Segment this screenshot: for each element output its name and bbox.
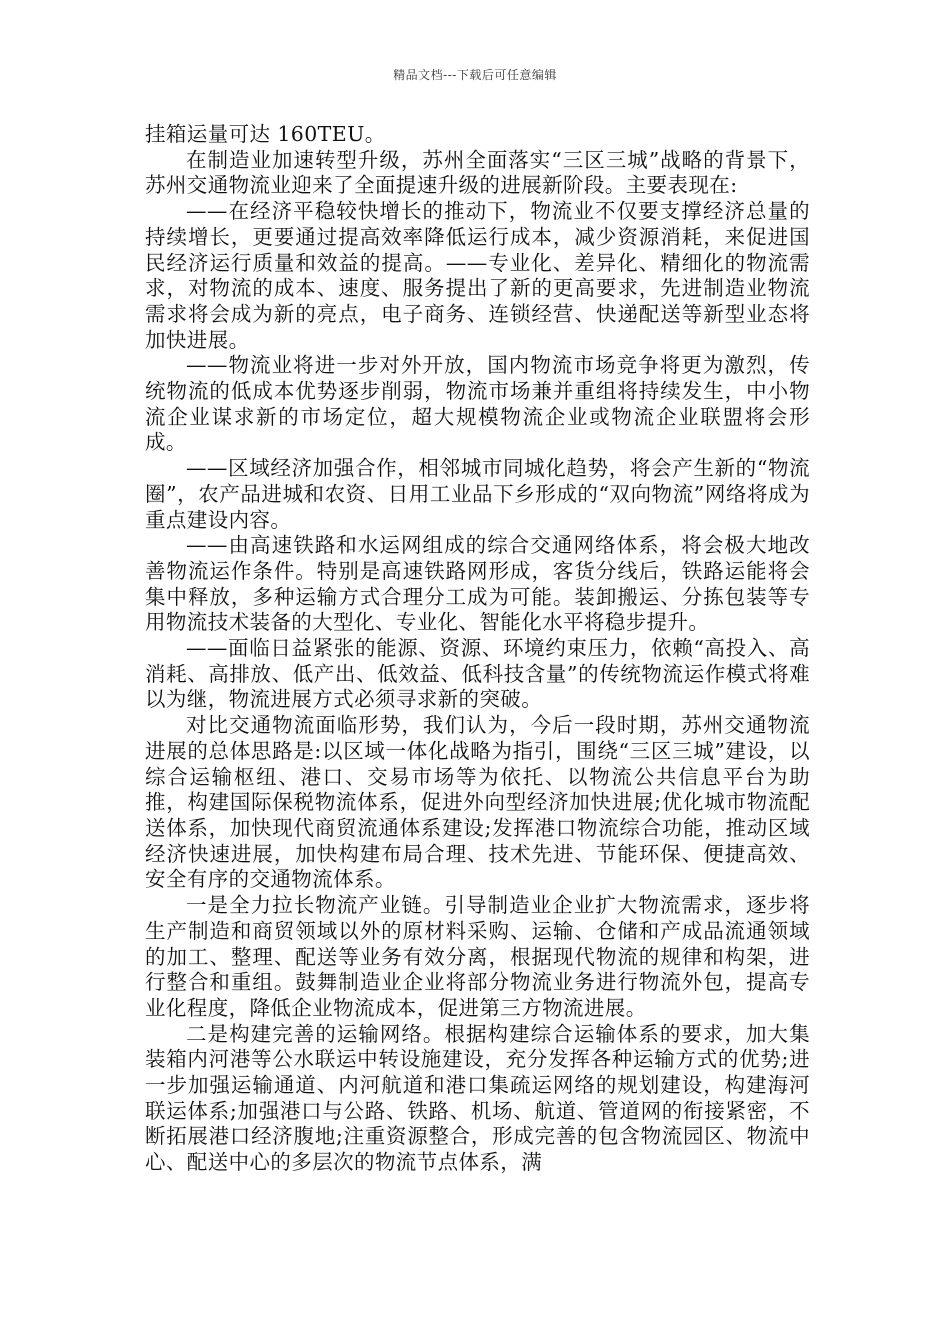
paragraph-6: ——面临日益紧张的能源、资源、环境约束压力，依赖“高投入、高消耗、高排放、低产出、低效益、低科技含量”的传统物流运作模式将难以为继，物流进展方式必须寻求新的突破。 [145,636,810,712]
paragraph-4: ——区域经济加强合作，相邻城市同城化趋势，将会产生新的“物流圈”，农产品进城和农资、日用工业品下乡形成的“双向物流”网络将成为重点建设内容。 [145,456,810,532]
paragraph-9: 二是构建完善的运输网络。根据构建综合运输体系的要求，加大集装箱内河港等公水联运中转设施建设，充分发挥各种运输方式的优势;进一步加强运输通道、内河航道和港口集疏运网络的规划建设，构建海河联运体系;加强港口与公路、铁路、机场、航道、管道网的衔接紧密，不断拓展港口经济腹地;注重资源整合，形成完善的包含物流园区、物流中心、配送中心的多层次的物流节点体系，满 [145,1021,810,1175]
paragraph-7: 对比交通物流面临形势，我们认为，今后一段时期，苏州交通物流进展的总体思路是:以区域一体化战略为指引，围绕“三区三城”建设，以综合运输枢纽、港口、交易市场等为依托、以物流公共信息平台为助推，构建国际保税物流体系，促进外向型经济加快进展;优化城市物流配送体系，加快现代商贸流通体系建设;发挥港口物流综合功能，推动区域经济快速进展，加快构建布局合理、技术先进、节能环保、便捷高效、安全有序的交通物流体系。 [145,713,810,892]
document-body [145,122,810,1176]
paragraph-5: ——由高速铁路和水运网组成的综合交通网络体系，将会极大地改善物流运作条件。特别是高速铁路网形成，客货分线后，铁路运能将会集中释放，多种运输方式合理分工成为可能。装卸搬运、分拣包装等专用物流技术装备的大型化、专业化、智能化水平将稳步提升。 [145,533,810,635]
paragraph-0: 挂箱运量可达 160TEU。 [145,122,386,146]
paragraph-1: 在制造业加速转型升级，苏州全面落实“三区三城”战略的背景下，苏州交通物流业迎来了全面提速升级的进展新阶段。主要表现在: [145,147,810,198]
paragraph-3: ——物流业将进一步对外开放，国内物流市场竞争将更为激烈，传统物流的低成本优势逐步削弱，物流市场兼并重组将持续发生，中小物流企业谋求新的市场定位，超大规模物流企业或物流企业联盟将会形成。 [145,353,810,455]
paragraph-2: ——在经济平稳较快增长的推动下，物流业不仅要支撑经济总量的持续增长，更要通过提高效率降低运行成本，减少资源消耗，来促进国民经济运行质量和效益的提高。——专业化、差异化、精细化的物流需求，对物流的成本、速度、服务提出了新的更高要求，先进制造业物流需求将会成为新的亮点，电子商务、连锁经营、快递配送等新型业态将加快进展。 [145,199,810,352]
paragraph-8: 一是全力拉长物流产业链。引导制造业企业扩大物流需求，逐步将生产制造和商贸领域以外的原材料采购、运输、仓储和产成品流通领域的加工、整理、配送等业务有效分离，根据现代物流的规律和构架，进行整合和重组。鼓舞制造业企业将部分物流业务进行物流外包，提高专业化程度，降低企业物流成本，促进第三方物流进展。 [145,893,810,1020]
page-header: 精品文档---下载后可任意编辑 [393,68,557,82]
